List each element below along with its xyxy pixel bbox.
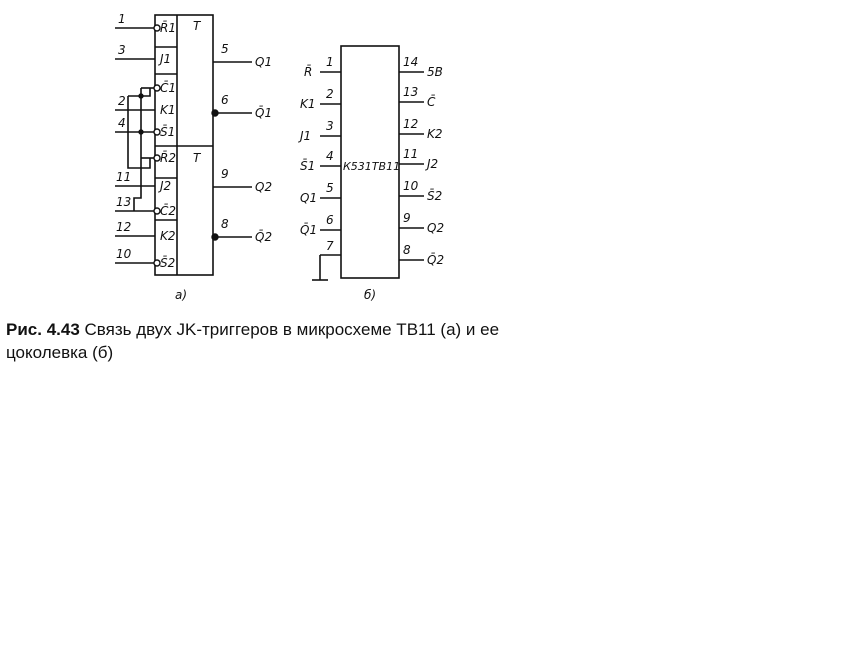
pin-name-b-right: Q̄2 <box>427 253 445 267</box>
pin-number-b-right: 11 <box>403 147 419 161</box>
pin-name-b-right: Q2 <box>427 221 445 235</box>
pin-number-a-left: 3 <box>118 43 126 57</box>
pin-number-a-left: 11 <box>116 170 132 184</box>
pin-name-a-left: R̄1 <box>160 21 176 35</box>
pin-number-a-left: 2 <box>118 94 126 108</box>
pin-number-a-left: 12 <box>116 220 132 234</box>
pin-name-a-right: Q1 <box>255 55 273 69</box>
pin-name-b-left: Q̄1 <box>300 223 318 237</box>
pin-name-a-left: C̄2 <box>160 204 177 218</box>
pin-number-b-right: 10 <box>403 179 419 193</box>
pin-number-b-right: 13 <box>403 85 419 99</box>
pin-name-a-left: C̄1 <box>160 81 177 95</box>
pin-name-a-left: R̄2 <box>160 151 176 165</box>
figure-number: Рис. 4.43 <box>6 320 80 339</box>
pin-number-a-right: 9 <box>221 167 229 181</box>
pin-number-b-left: 7 <box>326 239 334 253</box>
pin-name-a-right: Q̄2 <box>255 230 273 244</box>
pin-name-b-right: 5В <box>427 65 443 79</box>
pin-number-a-left: 13 <box>116 195 132 209</box>
pin-name-a-right: Q2 <box>255 180 273 194</box>
pin-name-a-left: S̄2 <box>160 256 176 270</box>
pin-number-a-left: 10 <box>116 247 132 261</box>
diagram-a <box>115 15 252 275</box>
pin-number-a-left: 4 <box>118 116 126 130</box>
pin-name-b-right: S̄2 <box>427 189 443 203</box>
pin-number-b-left: 2 <box>326 87 334 101</box>
block-title-bottom: T <box>193 151 201 165</box>
pin-name-a-left: J1 <box>160 52 172 66</box>
figure-caption <box>6 318 566 364</box>
pin-name-b-left: J1 <box>300 129 312 143</box>
pin-name-a-left: S̄1 <box>160 125 176 139</box>
block-title-top: T <box>193 19 201 33</box>
pin-number-b-right: 8 <box>403 243 411 257</box>
pin-name-b-left: R̄ <box>304 65 313 79</box>
pin-number-a-right: 5 <box>221 42 229 56</box>
pin-number-b-left: 3 <box>326 119 334 133</box>
pin-number-b-right: 12 <box>403 117 419 131</box>
pin-number-a-right: 8 <box>221 217 229 231</box>
pin-number-a-left: 1 <box>118 12 126 26</box>
pin-name-a-left: K2 <box>160 229 176 243</box>
pin-name-b-right: K2 <box>427 127 443 141</box>
pin-name-b-left: K1 <box>300 97 316 111</box>
pin-number-b-left: 4 <box>326 149 334 163</box>
pin-name-a-left: K1 <box>160 103 176 117</box>
pin-name-a-left: J2 <box>160 179 172 193</box>
diagram-a-label: а) <box>175 288 188 302</box>
pin-name-a-right: Q̄1 <box>255 106 273 120</box>
pin-number-a-right: 6 <box>221 93 229 107</box>
chip-label: К531ТВ11 <box>343 160 401 173</box>
diagram-b-label: б) <box>364 288 377 302</box>
pin-number-b-left: 5 <box>326 181 334 195</box>
pin-number-b-left: 1 <box>326 55 334 69</box>
pin-number-b-right: 9 <box>403 211 411 225</box>
pin-number-b-right: 14 <box>403 55 419 69</box>
pin-number-b-left: 6 <box>326 213 334 227</box>
pin-name-b-left: Q1 <box>300 191 318 205</box>
caption-text: Связь двух JK-триггеров в микросхеме ТВ11 (а) и ее цоколевка (б) <box>6 320 500 362</box>
pin-name-b-right: C̄ <box>427 95 436 109</box>
pin-name-b-right: J2 <box>427 157 439 171</box>
pin-name-b-left: S̄1 <box>300 159 316 173</box>
